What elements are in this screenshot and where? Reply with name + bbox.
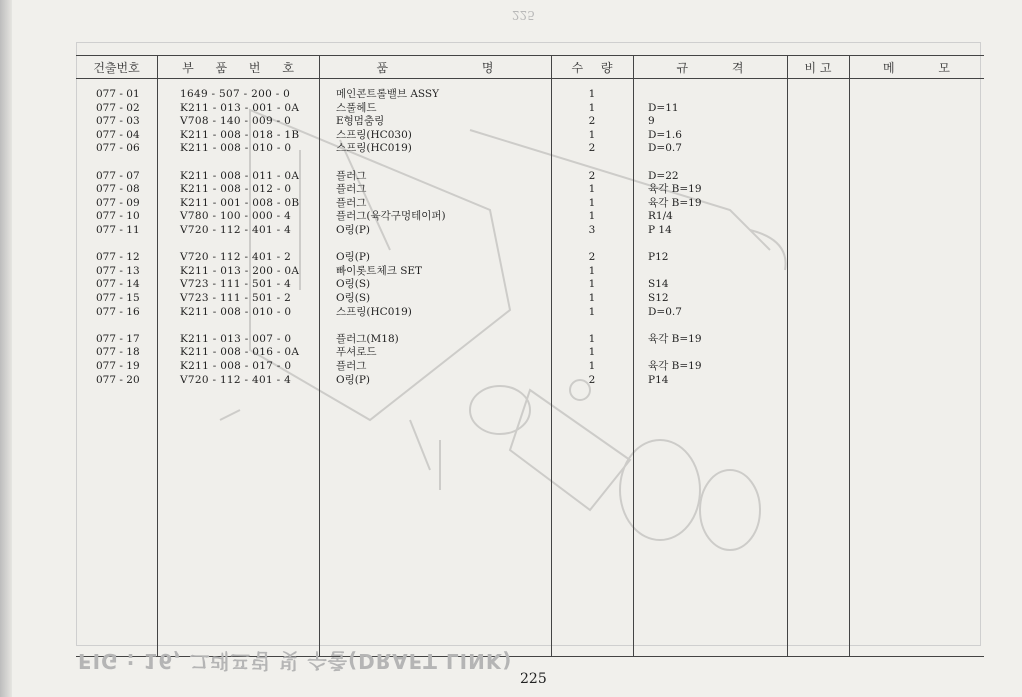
part-number-cell: K211 - 008 - 017 - 0 — [180, 360, 292, 372]
quantity-cell: 1 — [588, 196, 596, 209]
header-part-name: 품 명 — [376, 60, 494, 75]
quantity-cell: 2 — [588, 169, 596, 182]
index-number-cell: 077 - 11 — [96, 224, 140, 236]
column-divider — [551, 55, 552, 656]
index-number-cell: 077 - 19 — [96, 360, 140, 372]
quantity-cell: 1 — [588, 346, 596, 359]
part-name-cell: 플러그 — [336, 183, 367, 196]
part-number-cell: K211 - 008 - 011 - 0A — [180, 169, 300, 182]
quantity-cell: 1 — [588, 128, 596, 141]
index-number-cell: 077 - 02 — [96, 101, 140, 114]
part-number-cell: V780 - 100 - 000 - 4 — [180, 210, 292, 223]
part-number-cell: K211 - 008 - 018 - 1B — [180, 128, 300, 141]
specification-cell: 육각 B=19 — [648, 360, 702, 372]
header-bottom-rule — [76, 78, 984, 79]
quantity-cell: 2 — [588, 115, 596, 128]
quantity-cell: 1 — [588, 292, 596, 304]
part-name-cell: 빠이롯트체크 SET — [336, 264, 423, 277]
part-number-cell: V720 - 112 - 401 - 2 — [180, 251, 292, 264]
specification-cell: 육각 B=19 — [648, 332, 702, 345]
column-divider — [633, 55, 634, 656]
part-name-cell: O링(P) — [336, 251, 371, 264]
part-number-cell: V723 - 111 - 501 - 2 — [180, 292, 292, 304]
part-number-cell: V708 - 140 - 009 - 0 — [180, 115, 292, 128]
part-number-cell: K211 - 008 - 010 - 0 — [180, 305, 292, 318]
specification-cell: P12 — [648, 251, 669, 264]
header-index-number: 건출번호 — [93, 60, 140, 75]
specification-cell: D=1.6 — [648, 128, 682, 141]
specification-cell: R1/4 — [648, 210, 673, 223]
part-name-cell: 플러그(M18) — [336, 332, 399, 345]
specification-cell: D=11 — [648, 101, 679, 114]
part-name-cell: 스프링(HC019) — [336, 305, 412, 318]
quantity-cell: 1 — [588, 101, 596, 114]
quantity-cell: 1 — [588, 360, 596, 372]
specification-cell: D=22 — [648, 169, 679, 182]
part-number-cell: K211 - 001 - 008 - 0B — [180, 196, 300, 209]
part-name-cell: 스풀헤드 — [336, 101, 377, 114]
part-name-cell: 메인콘트롤밸브 ASSY — [336, 88, 440, 100]
part-number-cell: V720 - 112 - 401 - 4 — [180, 224, 292, 236]
bleed-through-diagram — [210, 90, 830, 560]
part-name-cell: 플러그 — [336, 360, 367, 372]
part-number-cell: K211 - 013 - 001 - 0A — [180, 101, 300, 114]
header-part-number: 부 품 번 호 — [182, 60, 294, 75]
part-name-cell: E형멈춤링 — [336, 115, 385, 128]
quantity-cell: 1 — [588, 278, 596, 291]
specification-cell: S12 — [648, 292, 669, 304]
part-name-cell: O링(S) — [336, 278, 371, 291]
quantity-cell: 2 — [588, 251, 596, 264]
specification-cell: 육각 B=19 — [648, 196, 702, 209]
column-divider — [157, 55, 158, 656]
index-number-cell: 077 - 12 — [96, 251, 140, 264]
index-number-cell: 077 - 20 — [96, 373, 140, 386]
quantity-cell: 1 — [588, 88, 596, 100]
part-name-cell: 플러그 — [336, 196, 367, 209]
index-number-cell: 077 - 01 — [96, 88, 140, 100]
page-number: 225 — [520, 671, 547, 687]
binder-edge — [0, 0, 12, 697]
part-name-cell: 스프링(HC030) — [336, 128, 412, 141]
part-name-cell: 스프링(HC019) — [336, 142, 412, 155]
index-number-cell: 077 - 04 — [96, 128, 140, 141]
index-number-cell: 077 - 08 — [96, 183, 140, 196]
specification-cell: S14 — [648, 278, 669, 291]
index-number-cell: 077 - 18 — [96, 346, 140, 359]
index-number-cell: 077 - 14 — [96, 278, 140, 291]
index-number-cell: 077 - 09 — [96, 196, 140, 209]
header-memo: 메 모 — [883, 60, 950, 75]
header-quantity: 수 량 — [571, 60, 613, 75]
bleed-through-caption: FIG : 16, 그래프럼 빛 수출(DRAFT LINK) — [78, 649, 513, 673]
part-name-cell: 푸셔로드 — [336, 346, 377, 359]
bleed-through-top: 225 — [512, 8, 535, 22]
specification-cell: 9 — [648, 115, 655, 128]
quantity-cell: 1 — [588, 183, 596, 196]
part-number-cell: K211 - 013 - 200 - 0A — [180, 264, 300, 277]
quantity-cell: 2 — [588, 373, 596, 386]
index-number-cell: 077 - 03 — [96, 115, 140, 128]
specification-cell: D=0.7 — [648, 142, 682, 155]
quantity-cell: 3 — [588, 224, 596, 236]
quantity-cell: 1 — [588, 332, 596, 345]
part-name-cell: O링(S) — [336, 292, 371, 304]
quantity-cell: 1 — [588, 305, 596, 318]
column-divider — [787, 55, 788, 656]
part-number-cell: K211 - 013 - 007 - 0 — [180, 332, 292, 345]
column-divider — [849, 55, 850, 656]
part-name-cell: O링(P) — [336, 224, 371, 236]
part-name-cell: 플러그 — [336, 169, 367, 182]
index-number-cell: 077 - 06 — [96, 142, 140, 155]
quantity-cell: 2 — [588, 142, 596, 155]
header-specification: 규 격 — [676, 60, 744, 75]
quantity-cell: 1 — [588, 210, 596, 223]
part-number-cell: 1649 - 507 - 200 - 0 — [180, 88, 291, 100]
part-number-cell: K211 - 008 - 010 - 0 — [180, 142, 292, 155]
part-name-cell: O링(P) — [336, 373, 371, 386]
index-number-cell: 077 - 10 — [96, 210, 140, 223]
part-number-cell: K211 - 008 - 012 - 0 — [180, 183, 292, 196]
part-number-cell: K211 - 008 - 016 - 0A — [180, 346, 300, 359]
specification-cell: P14 — [648, 373, 669, 386]
specification-cell: P 14 — [648, 224, 672, 236]
index-number-cell: 077 - 16 — [96, 305, 140, 318]
part-name-cell: 플러그(육각구멍테이퍼) — [336, 210, 446, 223]
index-number-cell: 077 - 13 — [96, 264, 140, 277]
index-number-cell: 077 - 15 — [96, 292, 140, 304]
specification-cell: D=0.7 — [648, 305, 682, 318]
column-divider — [319, 55, 320, 656]
part-number-cell: V723 - 111 - 501 - 4 — [180, 278, 292, 291]
part-number-cell: V720 - 112 - 401 - 4 — [180, 373, 292, 386]
quantity-cell: 1 — [588, 264, 596, 277]
index-number-cell: 077 - 17 — [96, 332, 140, 345]
index-number-cell: 077 - 07 — [96, 169, 140, 182]
header-remarks: 비 고 — [804, 60, 832, 75]
specification-cell: 육각 B=19 — [648, 183, 702, 196]
